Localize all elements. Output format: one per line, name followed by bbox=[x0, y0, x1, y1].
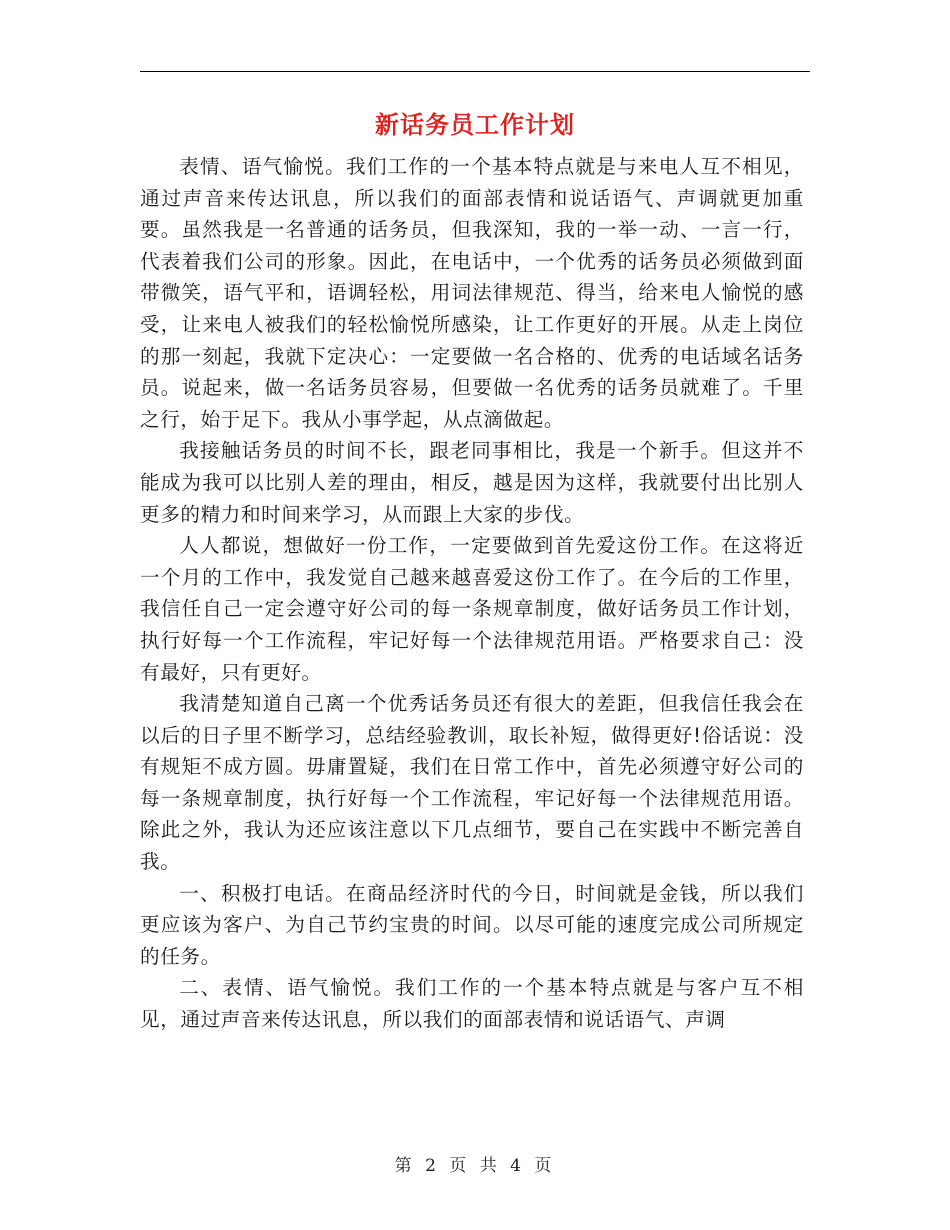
page-number-footer: 第 2 页 共 4 页 bbox=[394, 1156, 556, 1176]
document-body bbox=[140, 151, 804, 1036]
paragraph: 表情、语气愉悦。我们工作的一个基本特点就是与来电人互不相见，通过声音来传达讯息，所以我们的面部表情和说话语气、声调就更加重要。虽然我是一名普通的话务员，但我深知，我的一举一动、一言一行，代表着我们公司的形象。因此，在电话中，一个优秀的话务员必须做到面带微笑，语气平和，语调轻松，用词法律规范、得当，给来电人愉悦的感受，让来电人被我们的轻松愉悦所感染，让工作更好的开展。从走上岗位的那一刻起，我就下定决心：一定要做一名合格的、优秀的电话域名话务员。说起来，做一名话务员容易，但要做一名优秀的话务员就难了。千里之行，始于足下。我从小事学起，从点滴做起。 bbox=[140, 155, 804, 431]
paragraph: 我清楚知道自己离一个优秀话务员还有很大的差距，但我信任我会在以后的日子里不断学习，总结经验教训，取长补短，做得更好!俗话说：没有规矩不成方圆。毋庸置疑，我们在日常工作中，首先必须遵守好公司的每一条规章制度，执行好每一个工作流程，牢记好每一个法律规范用语。除此之外，我认为还应该注意以下几点细节，要自己在实践中不断完善自我。 bbox=[140, 692, 804, 874]
document-title: 新话务员工作计划 bbox=[375, 111, 575, 139]
paragraph: 我接触话务员的时间不长，跟老同事相比，我是一个新手。但这并不能成为我可以比别人差的理由，相反，越是因为这样，我就要付出比别人更多的精力和时间来学习，从而跟上大家的步伐。 bbox=[140, 439, 804, 526]
paragraph: 人人都说，想做好一份工作，一定要做到首先爱这份工作。在这将近一个月的工作中，我发觉自己越来越喜爱这份工作了。在今后的工作里，我信任自己一定会遵守好公司的每一条规章制度，做好话务员工作计划，执行好每一个工作流程，牢记好每一个法律规范用语。严格要求自己：没有最好，只有更好。 bbox=[140, 534, 804, 684]
paragraph: 一、积极打电话。在商品经济时代的今日，时间就是金钱，所以我们更应该为客户、为自己节约宝贵的时间。以尽可能的速度完成公司所规定的任务。 bbox=[140, 881, 804, 968]
paragraph: 二、表情、语气愉悦。我们工作的一个基本特点就是与客户互不相见，通过声音来传达讯息，所以我们的面部表情和说话语气、声调 bbox=[140, 976, 804, 1032]
header-rule bbox=[140, 71, 810, 72]
